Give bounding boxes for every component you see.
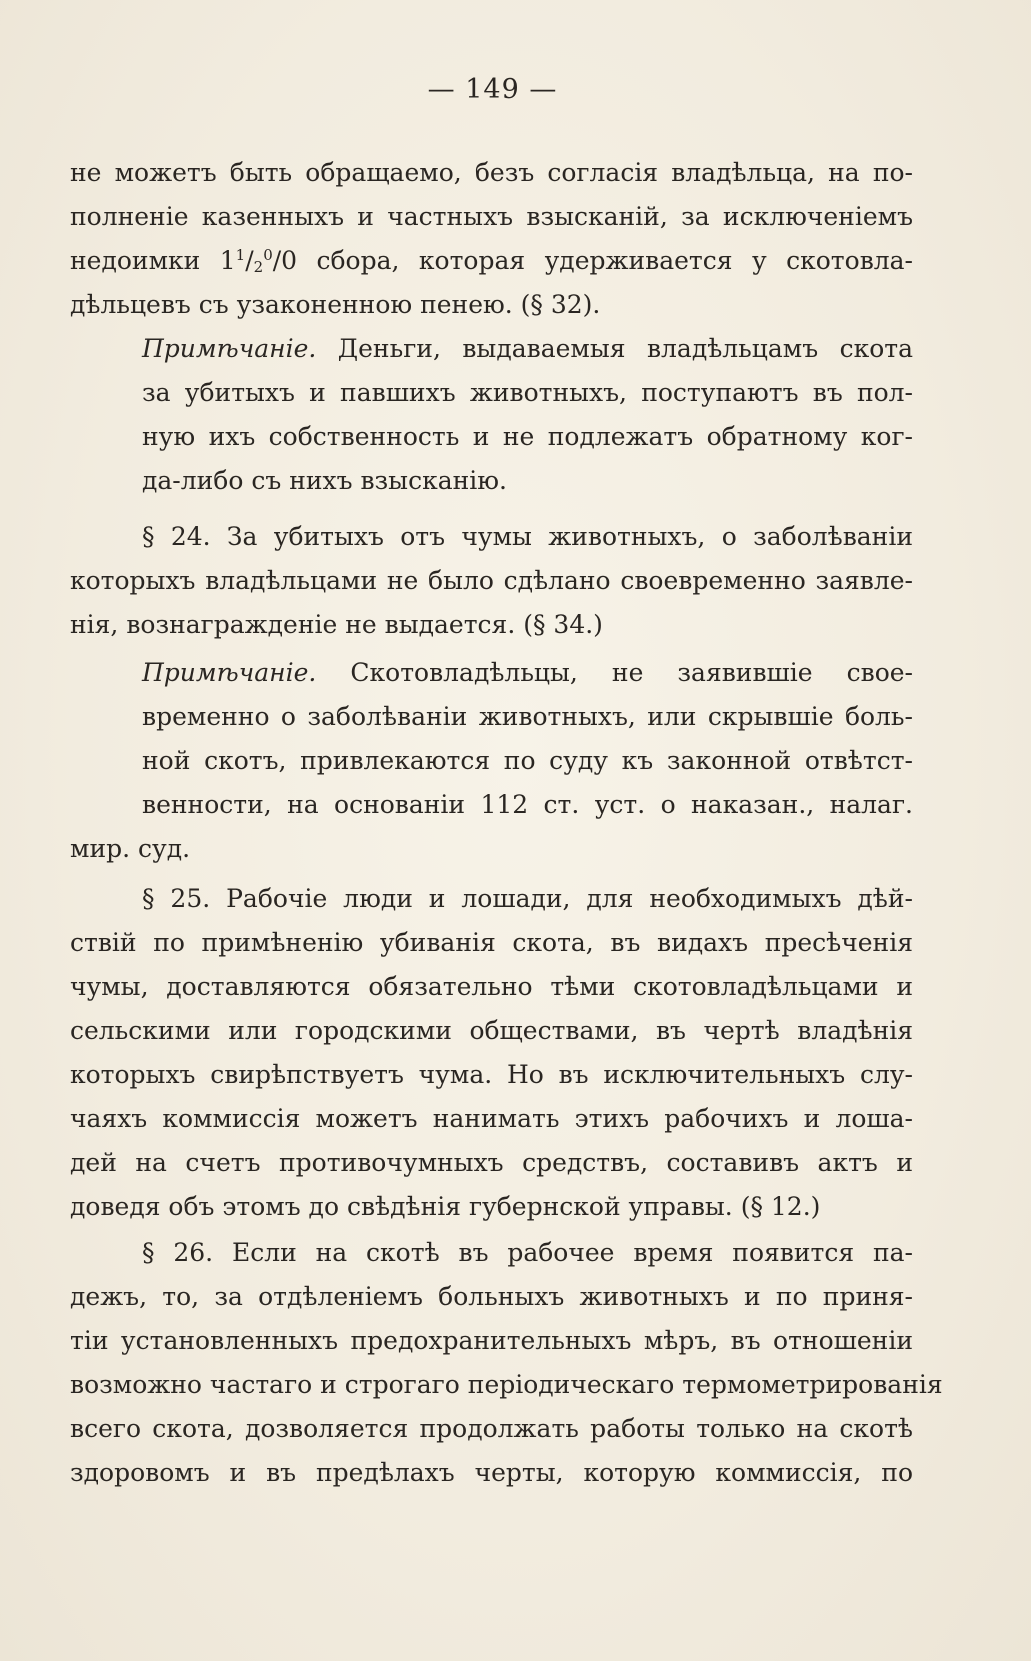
text-fragment: /0 сбора, которая удерживается у скотовла- (272, 246, 913, 275)
text-line: дѣльцевъ съ узаконенною пенею. (§ 32). (70, 290, 601, 319)
section-line: § 25. Рабочіе люди и лошади, для необходимыхъ дѣй- (142, 884, 913, 913)
text-line: нія, вознагражденіе не выдается. (§ 34.) (70, 610, 603, 639)
text-line: чумы, доставляются обязательно тѣми скотовладѣльцами и (70, 972, 913, 1001)
text-line: не можетъ быть обращаемо, безъ согласія владѣльца, на по- (70, 158, 913, 187)
text-line: сельскими или городскими обществами, въ чертѣ владѣнія (70, 1016, 913, 1045)
note-line: да-либо съ нихъ взысканію. (142, 466, 507, 495)
note-label: Примѣчаніе. (142, 658, 317, 687)
note-line: ную ихъ собственность и не подлежатъ обратному ког- (142, 422, 913, 451)
note-line: за убитыхъ и павшихъ животныхъ, поступаютъ въ пол- (142, 378, 913, 407)
text-line: здоровомъ и въ предѣлахъ черты, которую коммиссія, по (70, 1458, 913, 1487)
text-line: полненіе казенныхъ и частныхъ взысканій, за исключеніемъ (70, 202, 913, 231)
text-fragment: недоимки 1 (70, 246, 236, 275)
text-line: ствій по примѣненію убиванія скота, въ видахъ пресѣченія (70, 928, 913, 957)
note-line: венности, на основаніи 112 ст. уст. о наказан., налаг. (142, 790, 913, 819)
section-line: § 26. Если на скотѣ въ рабочее время появится па- (142, 1238, 913, 1267)
text-line (70, 246, 913, 276)
text-line: чаяхъ коммиссія можетъ нанимать этихъ рабочихъ и лоша- (70, 1104, 913, 1133)
note-text: Деньги, выдаваемыя владѣльцамъ скота (316, 334, 913, 363)
text-line: доведя объ этомъ до свѣдѣнія губернской управы. (§ 12.) (70, 1192, 821, 1221)
page-number: — 149 — (427, 74, 558, 105)
text-line: дежъ, то, за отдѣленіемъ больныхъ животныхъ и по приня- (70, 1282, 913, 1311)
note-line (142, 658, 913, 688)
text-line: которыхъ свирѣпствуетъ чума. Но въ исключительныхъ слу- (70, 1060, 913, 1089)
text-line: тіи установленныхъ предохранительныхъ мѣръ, въ отношеніи (70, 1326, 913, 1355)
text-line: мир. суд. (70, 834, 191, 863)
text-line: возможно частаго и строгаго періодическаго термометрированія (70, 1370, 943, 1399)
section-line: § 24. За убитыхъ отъ чумы животныхъ, о заболѣваніи (142, 522, 913, 551)
text-line: всего скота, дозволяется продолжать работы только на скотѣ (70, 1414, 913, 1443)
text-line: которыхъ владѣльцами не было сдѣлано своевременно заявле- (70, 566, 913, 595)
note-line (142, 334, 913, 364)
note-line: временно о заболѣваніи животныхъ, или скрывшіе боль- (142, 702, 913, 731)
note-text: Скотовладѣльцы, не заявившіе свое- (316, 658, 913, 687)
note-line: ной скотъ, привлекаются по суду къ законной отвѣтст- (142, 746, 913, 775)
text-fragment: $^1/_2^0$ (235, 246, 273, 276)
text-line: дей на счетъ противочумныхъ средствъ, составивъ актъ и (70, 1148, 913, 1177)
note-label: Примѣчаніе. (142, 334, 317, 363)
